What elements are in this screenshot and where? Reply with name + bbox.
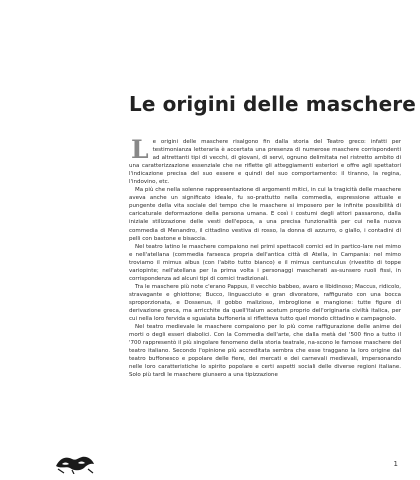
mask-logo-icon bbox=[54, 452, 96, 474]
paragraph-1 bbox=[129, 135, 401, 186]
paragraph-2: Ma più che nella solenne rappresentazione di argomenti mitici, in cui la tragicità delle maschere aveva anche un significato ideale, fu so-prattutto nella commedia, espressione attuale e pungente della vita sociale del tempo che le maschere si imposero per le infinite possibilità di caricaturale deformazione della persona umana. E così i costumi degli attori passarono, dalla iniziale stilizzazione delle vesti dell'epoca, a una precisa funzionalità per cui nella nuova commedia di Menandro, il cittadino vestiva di rosso, la donna di azzurro, o giallo, i contadini di pelli con bastone e bisaccia. bbox=[129, 187, 401, 242]
paragraph-3: Nel teatro latino le maschere compaiono nei primi spettacoli comici ed in partico-lare nei mimo e nell'atellana (commedia farsesca propria dell'antica città di Atella, in Campania: nel mimo troviamo il mimus albus (con l'abito tutto bianco) e il mimus centunculus (rivestito di toppe variopinte; nell'atellana per la prima volta i personaggi mascherati as-sunsero ruoli fissi, in corrispondenza ad alcuni tipi di comici tradizionali. bbox=[129, 243, 401, 282]
paragraph-5: Nel teatro medievale le maschere compaiono per lo più come raffigurazione delle anime dei morti o degli esseri diabolici. Con la Commedia dell'arte, che dalla metà del '500 fino a tutto il '700 rappresentò il più singolare fenomeno della storia teatrale, na-scono le famose maschere del teatro italiano. Secondo l'opinione più accreditata sembra che esse traggano la loro origine dal teatro buffonesco e popolare delle fiere, dei mercati e dei carnevali medievali, impersonando nelle loro caratteristiche lo spirito popolare e certi aspetti sociali delle diverse regioni italiane. Solo più tardi le maschere giunsero a una tipizzazione bbox=[129, 324, 401, 379]
page-title: Le origini delle maschere bbox=[129, 92, 416, 116]
body-text bbox=[129, 135, 401, 379]
paragraph-1-text: e origini delle maschere risalgono fin dalla storia del Teatro greco: infatti per testimonianza letteraria è accertata una presenza di numerose maschere corrispondenti ad altrettanti tipi di vecchi, di giovani, di servi, ognuno delimitata nel ristretto ambito di una caratterizzazione essenziale che ne riflette gli atteggiamenti esteriori e offre agli spettatori l'indicazione precisa del suo essere e quindi del suo comportamento: il tiranno, la regina, l'indovino, etc. bbox=[129, 139, 401, 186]
page-number: 1 bbox=[393, 460, 398, 468]
paragraph-4: Tra le maschere più note c'erano Pappus, il vecchio babbeo, avaro e libidinoso; Maccus, ridicolo, stravagante e ghiottone; Bucco, linguacciuto e gran divoratore, raffigurato con una bocca sproporzionata, e Dossenus, il gobbo malizioso, imbroglione e mangione: tutte figure di derivazione greca, ma arricchite da quell'italum acetum proprio dell'originaria civiltà italica, per cui nella loro fervida e sguaiata buffoneria si rifletteva tutto quel mondo cittadino e campagnolo. bbox=[129, 283, 401, 323]
drop-cap: L bbox=[131, 135, 149, 164]
